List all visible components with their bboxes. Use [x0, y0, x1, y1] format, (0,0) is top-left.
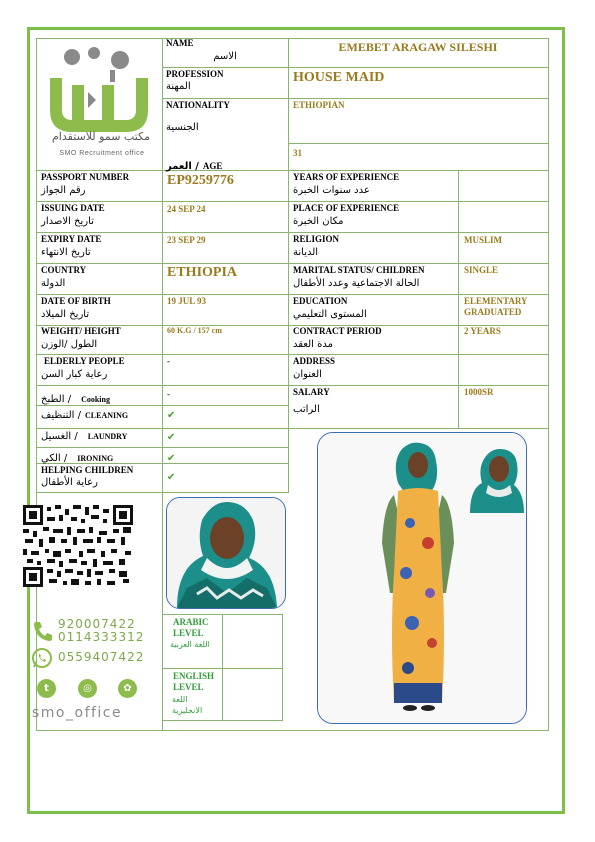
contract-period-value: 2 YEARS — [464, 326, 501, 336]
skill-children-en: HELPING CHILDREN — [41, 465, 134, 475]
passport-label-ar: رقم الجواز — [41, 185, 86, 196]
smo-logo-icon — [38, 40, 160, 140]
age-label-group — [166, 156, 222, 174]
profession-value: HOUSE MAID — [293, 70, 385, 85]
marital-status-value: SINGLE — [464, 265, 499, 275]
expiry-date-label-ar: تاريخ الانتهاء — [41, 247, 91, 258]
dob-label: DATE OF BIRTH — [41, 296, 111, 306]
elderly-label: ELDERLY PEOPLE — [44, 356, 125, 366]
skill-cleaning-en: CLEANING — [85, 411, 129, 420]
nationality-label: NATIONALITY — [166, 100, 230, 110]
arabic-level-label-ar: اللغة العربية — [170, 640, 210, 649]
skill-ironing — [41, 448, 113, 466]
phone-number-1: 920007422 — [58, 617, 136, 631]
elderly-label-ar: رعاية كبار السن — [41, 369, 108, 380]
expiry-date-label: EXPIRY DATE — [41, 234, 102, 244]
age-label-ar: العمر / — [166, 161, 199, 172]
cooking-value: - — [167, 389, 170, 399]
qr-code — [23, 505, 133, 587]
phone-icon — [32, 620, 52, 642]
dob-value: 19 JUL 93 — [167, 296, 207, 306]
contract-period-label-ar: مدة العقد — [293, 339, 333, 350]
english-level-label-ar: اللغة الانجليزية — [172, 695, 203, 715]
salary-label: SALARY — [293, 387, 330, 397]
dob-label-ar: تاريخ الميلاد — [41, 309, 90, 320]
passport-label: PASSPORT NUMBER — [41, 172, 130, 182]
experience-years-label-ar: عدد سنوات الخبرة — [293, 185, 370, 196]
skill-children-check-icon: ✔ — [167, 472, 176, 483]
name-value: EMEBET ARAGAW SILESHI — [338, 40, 498, 54]
experience-place-label: PLACE OF EXPERIENCE — [293, 203, 400, 213]
weight-height-label-ar: الطول /الوزن — [41, 339, 98, 350]
education-label: EDUCATION — [293, 296, 348, 306]
issuing-date-value: 24 SEP 24 — [167, 204, 206, 214]
expiry-date-value: 23 SEP 29 — [167, 235, 206, 245]
twitter-icon[interactable]: t — [37, 679, 56, 698]
instagram-icon[interactable]: ◎ — [78, 679, 97, 698]
education-label-ar: المستوى التعليمي — [293, 309, 367, 320]
age-value: 31 — [293, 148, 302, 158]
name-label: NAME — [166, 38, 194, 48]
salary-value: 1000SR — [464, 387, 494, 397]
religion-label-ar: الديانة — [293, 247, 319, 258]
phone-number-2: 0114333312 — [58, 630, 145, 644]
arabic-level-label: ARABIC LEVEL — [173, 617, 209, 638]
nationality-label-ar: الجنسية — [166, 122, 199, 133]
country-value: ETHIOPIA — [167, 265, 238, 280]
cooking-label-ar: الطبخ / — [41, 394, 72, 405]
experience-place-label-ar: مكان الخبرة — [293, 216, 344, 227]
name-label-ar: الاسم — [213, 51, 237, 62]
full-body-photo — [317, 432, 527, 724]
social-handle: smo_office — [32, 705, 123, 721]
issuing-date-label-ar: تاريخ الاصدار — [41, 216, 94, 227]
education-value: ELEMENTARY GRADUATED — [464, 296, 528, 317]
office-logo — [38, 40, 160, 170]
country-label: COUNTRY — [41, 265, 87, 275]
skill-laundry-check-icon: ✔ — [167, 432, 176, 443]
whatsapp-icon — [32, 648, 52, 668]
experience-years-label: YEARS OF EXPERIENCE — [293, 172, 400, 182]
salary-label-ar: الراتب — [293, 404, 320, 415]
religion-value: MUSLIM — [464, 235, 502, 245]
profession-label-ar: المهنة — [166, 81, 191, 92]
skill-cleaning — [41, 405, 128, 423]
skill-laundry-en: LAUNDRY — [87, 432, 128, 441]
address-label: ADDRESS — [293, 356, 336, 366]
marital-status-label-ar: الحالة الاجتماعية وعدد الأطفال — [293, 278, 420, 289]
qr-code-icon — [23, 505, 133, 587]
skill-ironing-ar: الكي / — [41, 453, 68, 464]
skill-children-ar: رعاية الأطفال — [41, 477, 98, 488]
weight-height-label: WEIGHT/ HEIGHT — [41, 326, 121, 336]
portrait-photo — [166, 497, 286, 609]
nationality-value: ETHIOPIAN — [293, 100, 345, 110]
age-label: AGE — [202, 161, 223, 171]
skill-laundry — [41, 426, 127, 444]
country-label-ar: الدولة — [41, 278, 66, 289]
skill-laundry-ar: الغسيل / — [41, 431, 78, 442]
skill-cleaning-check-icon: ✔ — [167, 410, 176, 421]
weight-height-value: 60 K.G / 157 cm — [167, 326, 222, 335]
issuing-date-label: ISSUING DATE — [41, 203, 105, 213]
skill-cleaning-ar: التنظيف / — [41, 410, 81, 421]
whatsapp-number: 0559407422 — [58, 650, 145, 664]
passport-value: EP9259776 — [167, 173, 234, 188]
marital-status-label: MARITAL STATUS/ CHILDREN — [293, 265, 425, 275]
contract-period-label: CONTRACT PERIOD — [293, 326, 382, 336]
cooking-label: Cooking — [81, 395, 110, 404]
address-label-ar: العنوان — [293, 369, 322, 380]
skill-ironing-en: IRONING — [77, 454, 114, 463]
office-name-en: SMO Recruitment office — [59, 150, 145, 157]
religion-label: RELIGION — [293, 234, 340, 244]
skill-ironing-check-icon: ✔ — [167, 453, 176, 464]
elderly-value: - — [167, 356, 170, 366]
profession-label: PROFESSION — [166, 69, 224, 79]
office-name-ar: مكتب سمو للاستقدام — [52, 130, 150, 143]
snapchat-icon[interactable]: ✿ — [118, 679, 137, 698]
english-level-label: ENGLISH LEVEL — [173, 671, 215, 692]
